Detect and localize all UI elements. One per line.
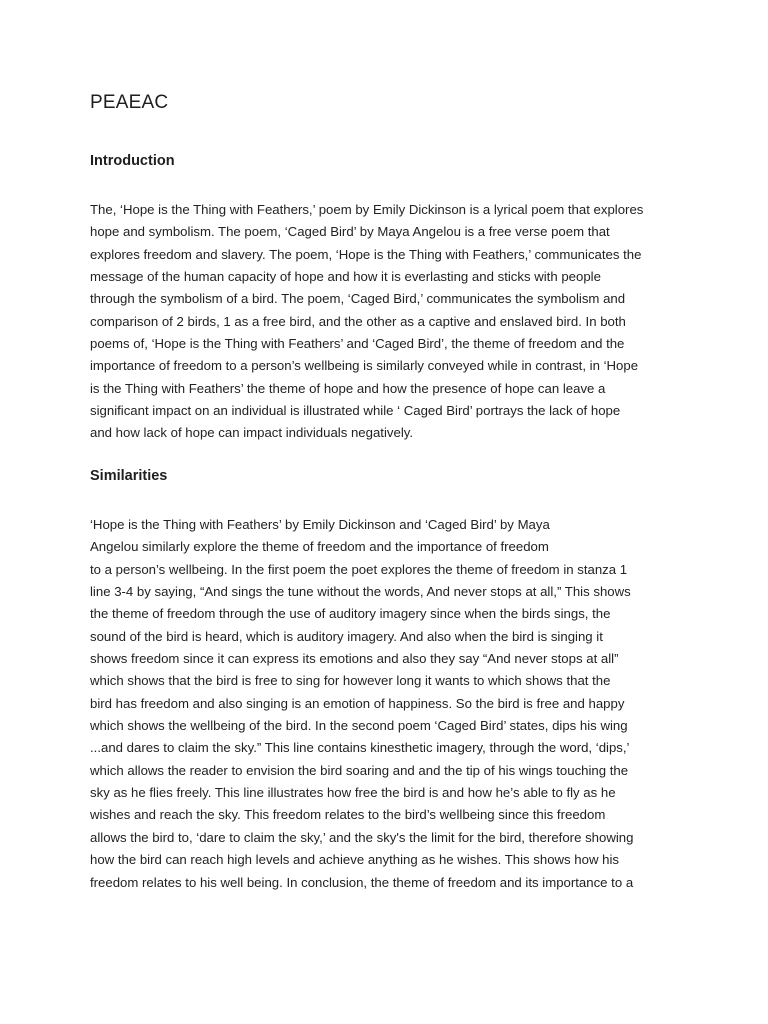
introduction-paragraph: [90, 199, 680, 445]
paragraph-line: is the Thing with Feathers’ the theme of hope and how the presence of hope can leave a: [90, 380, 606, 396]
paragraph-line: shows freedom since it can express its emotions and also they say “And never stops at all”: [90, 651, 619, 667]
paragraph-line: line 3-4 by saying, “And sings the tune without the words, And never stops at all,” This shows: [90, 584, 631, 600]
paragraph-line: ‘Hope is the Thing with Feathers’ by Emily Dickinson and ‘Caged Bird’ by Maya: [90, 517, 550, 532]
document-title: PEAEAC: [90, 92, 169, 113]
paragraph-line: explores freedom and slavery. The poem, ‘Hope is the Thing with Feathers,’ communicates the: [90, 246, 642, 262]
paragraph-line: sky as he flies freely. This line illustrates how free the bird is and how he’s able to fly as he: [90, 785, 616, 801]
paragraph-line: significant impact on an individual is illustrated while ‘ Caged Bird’ portrays the lack of hope: [90, 403, 621, 419]
paragraph-line: wishes and reach the sky. This freedom relates to the bird’s wellbeing since this freedom: [90, 807, 606, 823]
paragraph-line: and how lack of hope can impact individuals negatively.: [90, 425, 414, 441]
paragraph-line: sound of the bird is heard, which is auditory imagery. And also when the bird is singing it: [90, 628, 603, 644]
similarities-paragraph: [90, 514, 680, 894]
paragraph-line: which shows that the bird is free to sing for however long it wants to which shows that the: [90, 673, 611, 689]
paragraph-line: poems of, ‘Hope is the Thing with Feathers’ and ‘Caged Bird’, the theme of freedom and the: [90, 336, 625, 352]
paragraph-line: freedom relates to his well being. In conclusion, the theme of freedom and its importance to a: [90, 874, 634, 890]
paragraph-line: message of the human capacity of hope and how it is everlasting and sticks with people: [90, 269, 601, 285]
paragraph-line: through the symbolism of a bird. The poem, ‘Caged Bird,’ communicates the symbolism and: [90, 291, 626, 307]
paragraph-line: importance of freedom to a person’s wellbeing is similarly conveyed while in contrast, in ‘Hope: [90, 358, 639, 374]
paragraph-line: the theme of freedom through the use of auditory imagery since when the birds sings, the: [90, 606, 611, 622]
paragraph-line: The, ‘Hope is the Thing with Feathers,’ poem by Emily Dickinson is a lyrical poem that explores: [90, 202, 644, 217]
paragraph-line: allows the bird to, ‘dare to claim the sky,’ and the sky's the limit for the bird, therefore showing: [90, 829, 634, 845]
paragraph-line: Angelou similarly explore the theme of freedom and the importance of freedom: [90, 539, 549, 555]
paragraph-line: to a person’s wellbeing. In the first poem the poet explores the theme of freedom in stanza 1: [90, 561, 628, 577]
section-heading-similarities: Similarities: [90, 468, 168, 484]
paragraph-line: hope and symbolism. The poem, ‘Caged Bird’ by Maya Angelou is a free verse poem that: [90, 224, 610, 240]
paragraph-line: comparison of 2 birds, 1 as a free bird, and the other as a captive and enslaved bird. In both: [90, 313, 626, 329]
paragraph-line: ...and dares to claim the sky.” This line contains kinesthetic imagery, through the word, ‘dips,’: [90, 740, 630, 756]
section-heading-introduction: Introduction: [90, 153, 175, 169]
paragraph-line: which allows the reader to envision the bird soaring and and the tip of his wings touching the: [90, 762, 629, 778]
paragraph-line: which shows the wellbeing of the bird. In the second poem ‘Caged Bird’ states, dips his wing: [90, 718, 628, 734]
paragraph-line: how the bird can reach high levels and achieve anything as he wishes. This shows how his: [90, 852, 620, 868]
paragraph-line: bird has freedom and also singing is an emotion of happiness. So the bird is free and happy: [90, 695, 625, 711]
